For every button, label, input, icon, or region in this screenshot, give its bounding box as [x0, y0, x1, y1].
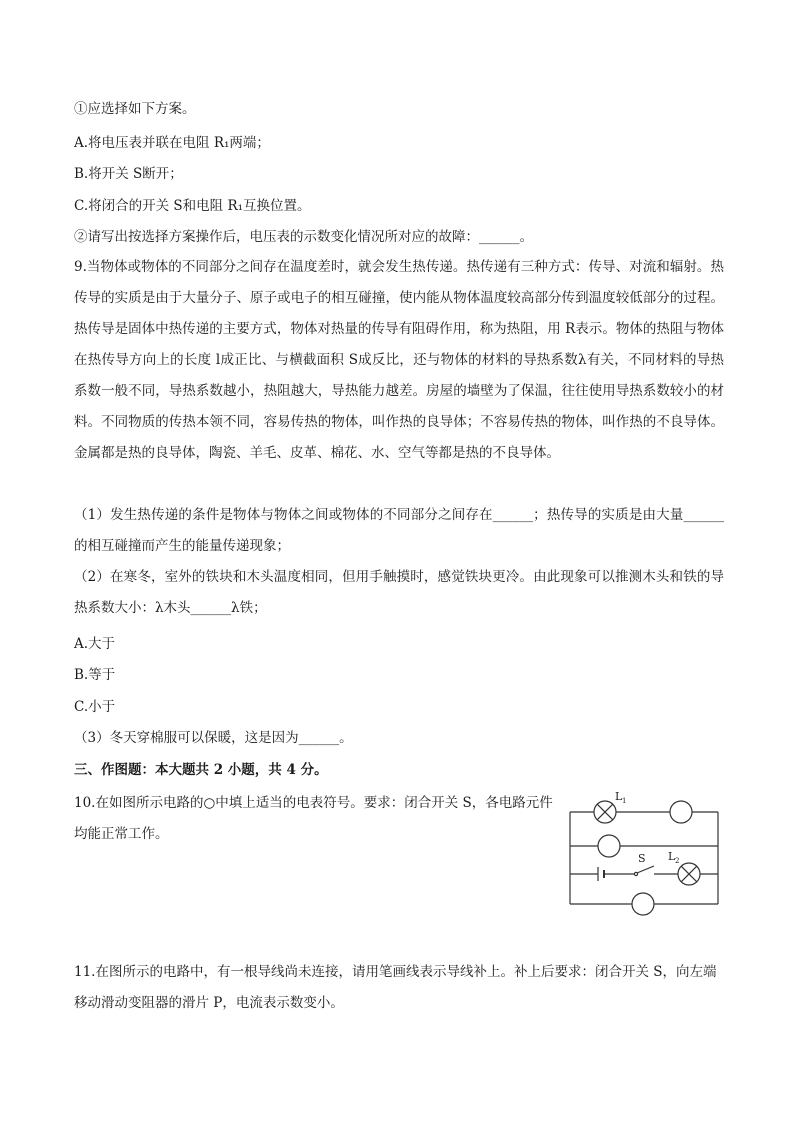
switch-blade [637, 866, 654, 873]
q9-sub1: （1）发生热传递的条件是物体与物体之间或物体的不同部分之间存在______；热传导的实质是由大量______的相互碰撞而产生的能量传递现象； [74, 507, 724, 554]
q9-option-b: B.等于 [74, 667, 116, 683]
section-3-heading: 三、作图题：本大题共 2 小题，共 4 分。 [74, 762, 328, 778]
label-switch: S [638, 852, 646, 865]
q8-option-b: B.将开关 S断开； [74, 166, 183, 182]
q9-sub2: （2）在寒冬，室外的铁块和木头温度相同，但用手触摸时，感觉铁块更冷。由此现象可以推测木头和铁的导热系数大小：λ木头______λ铁； [74, 569, 724, 616]
lamp-l1-icon [594, 801, 616, 823]
lamp-l2-icon [678, 863, 700, 885]
q10-circuit-diagram [560, 786, 730, 926]
q10-question: 10.在如图所示电路的○中填上适当的电表符号。要求：闭合开关 S，各电路元件均能正常工作。 [74, 795, 553, 842]
q11-question: 11.在图所示的电路中，有一根导线尚未连接，请用笔画线表示导线补上。补上后要求：闭合开关 S，向左端移动滑动变阻器的滑片 P，电流表示数变小。 [74, 964, 717, 1011]
label-l1: L [615, 790, 623, 803]
q8-option-c: C.将闭合的开关 S和电阻 R₁互换位置。 [74, 198, 311, 214]
q8-fault-question: ②请写出按选择方案操作后，电压表的示数变化情况所对应的故障：______。 [74, 229, 533, 245]
meter-slot-bottom [632, 893, 654, 915]
q9-option-c: C.小于 [74, 699, 116, 715]
meter-slot-top-right [670, 801, 692, 823]
q9-option-a: A.大于 [74, 636, 116, 652]
label-l2: L [668, 850, 676, 863]
label-l2-subscript: 2 [675, 857, 680, 865]
q8-option-intro: ①应选择如下方案。 [74, 101, 196, 117]
q9-sub3: （3）冬天穿棉服可以保暖，这是因为______。 [74, 730, 353, 746]
meter-slot-middle [598, 835, 620, 857]
q8-option-a: A.将电压表并联在电阻 R₁两端； [74, 135, 270, 151]
label-l1-subscript: 1 [622, 797, 627, 805]
q9-passage: 9.当物体或物体的不同部分之间存在温度差时，就会发生热传递。热传递有三种方式：传导、对流和辐射。热传导的实质是由于大量分子、原子或电子的相互碰撞，使内能从物体温度较高部分传到温度较低部分的过程。热传导是固体中热传递的主要方式，物体对热量的传导有阻碍作用，称为热阻，用 R表示。物体的热阻与物体在热传导方向上的长度 l成正比、与横截面积 S成反比，还与物体的材料的导热系数λ有关，不同材料的导热系数一般不同，导热系数越小，热阻越大，导热能力越差。房屋的墙壁为了保温，往往使用导热系数较小的材料。不同物质的传热本领不同，容易传热的物体，叫作热的良导体；不容易传热的物体，叫作热的不良导体。金属都是热的良导体，陶瓷、羊毛、皮革、棉花、水、空气等都是热的不良导体。 [74, 259, 724, 461]
